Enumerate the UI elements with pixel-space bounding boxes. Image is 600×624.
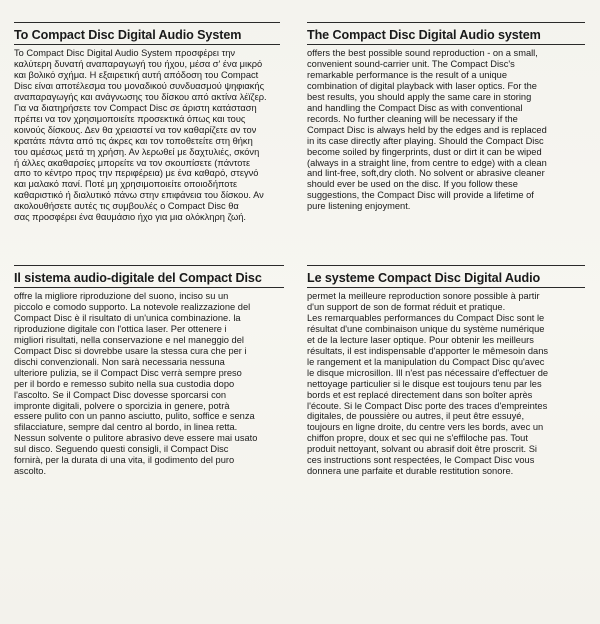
text-line: ascolto.	[14, 466, 47, 477]
title-rule	[14, 44, 280, 45]
text-line: produit nettoyant, solvant ou abrasif doit être proscrit. Si	[307, 444, 537, 455]
text-line: impronte digitali, polvere o sporcizia in genere, potrà	[14, 400, 230, 411]
text-line: become soiled by fingerprints, dust or dirt it can be wiped	[307, 146, 542, 157]
text-line: pure listening enjoyment.	[307, 201, 411, 212]
text-line: d'un support de son de format réduit et pratique.	[307, 301, 506, 312]
text-line: combination of digital playback with laser optics. For the	[307, 80, 537, 91]
section-body	[14, 48, 280, 223]
text-line: sfilacciature, sempre dal centro al bordo, in linea retta.	[14, 422, 238, 433]
text-line: (always in a straight line, from centre to edge) with a clean	[307, 157, 547, 168]
text-line: απο το κέντρο προς την περιφέρεια) με ένα καθαρό, στεγνό	[14, 168, 259, 179]
text-line: convenient sound-carrier unit. The Compact Disc's	[307, 58, 515, 69]
text-line: and handling the Compact Disc as with conventional	[307, 102, 523, 113]
text-line: Les remarquables performances du Compact Disc sont le	[307, 312, 545, 323]
text-line: καθαριστικό ή διαλυτικό πάνω στην επιφάνεια του δίσκου. Αν	[14, 190, 264, 201]
text-line: le disque microsillon. Ill n'est pas nécessaire d'effectuer de	[307, 367, 549, 378]
text-line: et de la lecture laser optique. Pour obtenir les meilleurs	[307, 334, 534, 345]
text-line: should ever be used on the disc. If you follow these	[307, 179, 518, 190]
text-line: πρέπει να τον χρησιμοποιείτε προσεκτικά όπως και τους	[14, 113, 246, 124]
text-line: offre la migliore riproduzione del suono, inciso su un	[14, 291, 229, 301]
text-line: résultats, il est indispensable d'apporter le mêmesoin dans	[307, 345, 549, 356]
text-line: résultat d'une combinaison unique du système numérique	[307, 323, 545, 334]
text-line: le rangement et la manipulation du Compact Disc qu'avec	[307, 356, 545, 367]
text-line: κοινούς δίσκους. Δεν θα χρειαστεί να τον καθαρίζετε αν τον	[14, 124, 257, 135]
text-line: l'ascolto. Se il Compact Disc dovesse sporcarsi con	[14, 389, 227, 400]
text-line: αναπαραγωγής και ανάγνωσης του δίσκου από ακτίνα λέϊζερ.	[14, 91, 267, 102]
title-rule	[14, 287, 284, 288]
text-line: ces instructions sont respectées, le Compact Disc vous	[307, 455, 535, 466]
section-title: Il sistema audio-digitale del Compact Disc	[14, 271, 262, 285]
text-line: Nessun solvente o pulitore abrasivo deve essere mai usato	[14, 433, 258, 444]
text-line: Compact Disc si dovrebbe usare la stessa cura che per i	[14, 345, 247, 356]
text-line: per il bordo e remesso subito nella sua custodia dopo	[14, 378, 235, 389]
top-rule	[307, 265, 585, 266]
text-line: toujours en ligne droite, du centre vers les bords, avec un	[307, 422, 544, 433]
text-line: nettoyage particulier si le disque est toujours tenu par les	[307, 378, 542, 389]
text-line: ulteriore pulizia, se il Compact Disc verrà sempre preso	[14, 367, 242, 378]
text-line: dischi convenzionali. Non sarà necessaria nessuna	[14, 356, 225, 367]
text-line: sul disco. Seguendo questi consigli, il Compact Disc	[14, 444, 229, 455]
text-line: donnera une parfaite et durable restitution sonore.	[307, 466, 514, 477]
text-line: suggestions, the Compact Disc will provide a lifetime of	[307, 190, 534, 201]
text-line: ακολουθήσετε αυτές τις συμβουλές ο Compact Disc θα	[14, 201, 239, 212]
top-rule	[14, 22, 280, 23]
text-line: riproduzione digitale con l'ottica laser. Per ottenere i	[14, 323, 227, 334]
text-line: migliori risultati, nella conservazione e nel maneggio del	[14, 334, 244, 345]
text-line: Disc είναι αποτέλεσμα του μοναδικού συνδυασμού ψηφιακής	[14, 80, 265, 91]
text-line: permet la meilleure reproduction sonore possible à partir	[307, 291, 540, 301]
top-rule	[14, 265, 284, 266]
section-title: The Compact Disc Digital Audio system	[307, 28, 541, 42]
section-body	[307, 291, 585, 477]
text-line: best results, you should apply the same care in storing	[307, 91, 532, 102]
text-line: κρατάτε πάντα από τις άκρες και τον τοποθετείτε στη θήκη	[14, 135, 253, 146]
text-line: σας προσφέρει ένα θαυμάσιο ήχο για μια ολόκληρη ζωή.	[14, 212, 246, 223]
text-line: Compact Disc è il risultato di un'unica combinazione. la	[14, 312, 241, 323]
text-line: fornirà, per la durata di una vita, il godimento del puro	[14, 455, 235, 466]
text-line: and lint-free, soft,dry cloth. No solvent or abrasive cleaner	[307, 168, 545, 179]
text-line: bords et est replacé directement dans son boîter après	[307, 389, 533, 400]
text-line: piccolo e comodo supporto. La notevole realizzazione del	[14, 301, 251, 312]
text-line: digitales, de poussière ou autres, il peut être essuyé,	[307, 411, 525, 422]
text-line: ή άλλες ακαθαρσίες μπορείτε να τον σκουπίσετε (πάντοτε	[14, 157, 251, 168]
title-rule	[307, 287, 585, 288]
text-line: Το Compact Disc Digital Audio System προσφέρει την	[14, 48, 236, 58]
text-line: Για να διατηρήσετε τον Compact Disc σε άριστη κατάσταση	[14, 102, 257, 113]
section-title: Le systeme Compact Disc Digital Audio	[307, 271, 541, 285]
text-line: και βολικό σχήμα. Η εξαιρετική αυτή απόδοση του Compact	[14, 69, 259, 80]
text-line: offers the best possible sound reproduction - on a small,	[307, 48, 538, 58]
section-body	[14, 291, 284, 477]
text-line: records. No further cleaning will be necessary if the	[307, 113, 518, 124]
text-line: remarkable performance is the result of a unique	[307, 69, 507, 80]
title-rule	[307, 44, 585, 45]
text-line: in its case directly after playing. Should the Compact Disc	[307, 135, 544, 146]
text-line: essere pulito con un panno asciutto, pulito, soffice e senza	[14, 411, 255, 422]
text-line: l'écoute. Si le Compact Disc porte des traces d'empreintes	[307, 400, 548, 411]
text-line: καλύτερη δυνατή αναπαραγωγή του ήχου, μέσα σ' ένα μικρό	[14, 58, 263, 69]
top-rule	[307, 22, 585, 23]
text-line: του αμέσως μετά τη χρήση. Αν λερωθεί με δαχτυλιές, σκόνη	[14, 146, 260, 157]
text-line: Compact Disc is always held by the edges and is replaced	[307, 124, 547, 135]
section-title: To Compact Disc Digital Audio System	[14, 28, 242, 42]
text-line: chiffon propre, doux et sec qui ne s'effiloche pas. Tout	[307, 433, 528, 444]
section-body	[307, 48, 585, 212]
text-line: και μαλακό πανί. Ποτέ μη χρησιμοποιείτε οποιοδήποτε	[14, 179, 238, 190]
